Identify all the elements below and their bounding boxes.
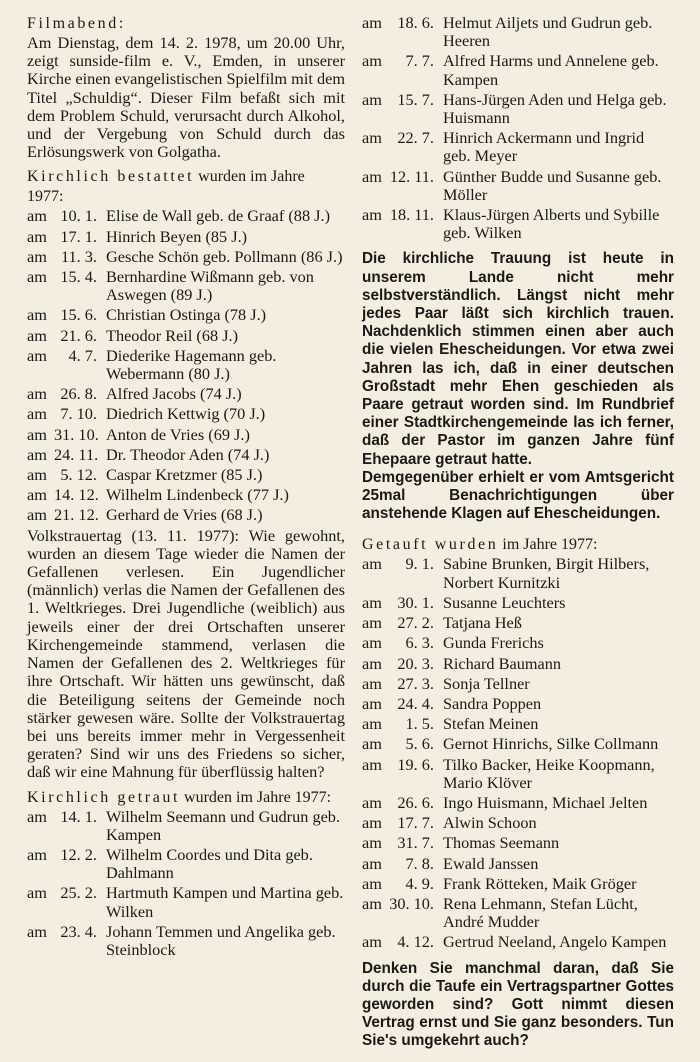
list-item: am 23. 4. Johann Temmen und Angelika geb. Steinblock <box>27 921 336 959</box>
amtsgericht-text: Demgegenüber erhielt er vom Amtsgericht 25mal Benachrichtigungen über anstehende Klagen auf Ehescheidungen. <box>362 468 674 523</box>
filmabend-heading: Filmabend: <box>27 15 126 32</box>
getraut-heading <box>27 788 345 808</box>
list-item: am 12. 11. Günther Budde und Susanne geb. Möller <box>362 166 662 204</box>
list-item: am 30. 10. Rena Lehmann, Stefan Lücht, André Mudder <box>362 893 638 932</box>
list-item: am 24. 11. Dr. Theodor Aden (74 J.) <box>27 444 270 464</box>
list-item: am 31. 7. Thomas Seemann <box>362 833 560 853</box>
list-item: am 4. 9. Frank Rötteken, Maik Gröger <box>362 873 637 893</box>
getraut-heading-rest: wurden im Jahre 1977: <box>180 788 332 806</box>
list-item: am 4. 7. Diederike Hagemann geb. Webermann (80 J.) <box>27 345 277 384</box>
list-item: am 6. 3. Gunda Frerichs <box>362 633 544 653</box>
trauung-text: Die kirchliche Trauung ist heute in unserem Lande nicht mehr selbstverständlich. Längst nicht mehr jedes Paar läßt sich kirchlich trauen. Nachdenklich stimmen einen aber auch die vielen Ehescheidungen. Vor etwa zwei Jahren las ich, daß in einer deutschen Großstadt mehr Ehen geschieden als Paare getraut worden sind. Im Rundbrief einer Stadtkirchengemeinde las ich ferner, daß der Pastor im ganzen Jahre fünf Ehepaare getraut hatte. <box>362 250 674 468</box>
volkstrauertag-text: Volkstrauertag (13. 11. 1977): Wie gewohnt, wurden an diesem Tage wieder die Namen der Gefallenen verlesen. Ein Jugendlicher (männlich) verlas die Namen der Gefallenen des 1. Weltkrieges. Drei Jugendliche (weiblich) aus jeweils einer der drei Ortschaften unserer Kirchengemeinde stammend, verlasen die Namen der Gefallenen des 2. Weltkrieges für ihre Ortschaft. Wir hätten uns gewünscht, daß die Beteiligung seitens der Gemeinde noch stärker gewesen wäre. Sollte der Volkstrauertag bei uns bereits immer mehr in Vergessenheit geraten? Sind wir uns des Friedens so sicher, daß wir eine Mahnung für überflüssig halten? <box>27 525 345 782</box>
getraut-list-continued <box>362 14 674 242</box>
list-item: am 9. 1. Sabine Brunken, Birgit Hilbers, Norbert Kurnitzki <box>362 554 650 592</box>
list-item: am 21. 6. Theodor Reil (68 J.) <box>27 325 239 345</box>
list-item: am 7. 8. Ewald Janssen <box>362 853 539 873</box>
list-item: am 14. 1. Wilhelm Seemann und Gudrun geb. Kampen <box>27 806 341 844</box>
getauft-heading <box>362 535 674 555</box>
list-item: am 11. 3. Gesche Schön geb. Pollmann (86 J.) <box>27 246 343 266</box>
list-item: am 15. 4. Bernhardine Wißmann geb. von Aswegen (89 J.) <box>27 267 314 305</box>
list-item: am 18. 6. Helmut Ailjets und Gudrun geb. Heeren <box>362 13 653 51</box>
list-item: am 5. 6. Gernot Hinrichs, Silke Collmann <box>362 734 659 754</box>
list-item: am 26. 8. Alfred Jacobs (74 J.) <box>27 384 242 404</box>
list-item: am 14. 12. Wilhelm Lindenbeck (77 J.) <box>27 485 289 505</box>
bestattet-list <box>27 207 345 524</box>
list-item: am 7. 10. Diedrich Kettwig (70 J.) <box>27 404 266 424</box>
list-item: am 12. 2. Wilhelm Coordes und Dita geb. Dahlmann <box>27 844 313 883</box>
list-item: am 22. 7. Hinrich Ackermann und Ingrid geb. Meyer <box>362 128 645 166</box>
list-item: am 21. 12. Gerhard de Vries (68 J.) <box>27 505 263 525</box>
list-item: am 20. 3. Richard Baumann <box>362 653 562 673</box>
getauft-heading-spaced: Getauft wurden <box>362 536 499 554</box>
filmabend-text: Am Dienstag, dem 14. 2. 1978, um 20.00 Uhr, zeigt sunside-film e. V., Emden, in unserer Kirche einen evangelistischen Spielfilm mit dem Titel „Schuldig“. Dieser Film befaßt sich mit dem Problem Schuld, verursacht durch Alkohol, und der Vergebung von Schuld durch das Erlösungswerk von Golgatha. <box>27 33 345 162</box>
list-item: am 7. 7. Alfred Harms und Annelene geb. Kampen <box>362 51 659 89</box>
list-item: am 27. 3. Sonja Tellner <box>362 673 530 693</box>
getraut-heading-spaced: Kirchlich getraut <box>27 788 181 806</box>
right-column <box>362 14 674 1051</box>
list-item: am 5. 12. Caspar Kretzmer (85 J.) <box>27 465 263 485</box>
list-item: am 26. 6. Ingo Huismann, Michael Jelten <box>362 792 648 812</box>
list-item: am 1. 5. Stefan Meinen <box>362 714 539 734</box>
bestattet-heading-rest: wurden im Jahre 1977: <box>27 168 305 206</box>
getauft-heading-rest: im Jahre 1977: <box>498 536 598 554</box>
left-column <box>27 14 345 961</box>
getauft-list <box>362 555 674 951</box>
list-item: am 4. 12. Gertrud Neeland, Angelo Kampen <box>362 932 667 952</box>
getraut-list <box>27 808 345 960</box>
list-item: am 19. 6. Tilko Backer, Heike Koopmann, Mario Klöver <box>362 754 655 792</box>
list-item: am 18. 11. Klaus-Jürgen Alberts und Sybille geb. Wilken <box>362 205 660 243</box>
taufe-text: Denken Sie manchmal daran, daß Sie durch die Taufe ein Vertragspartner Gottes geworden sind? Gott nimmt diesen Vertrag ernst und Sie ganz besonders. Tun Sie's umgekehrt auch? <box>362 959 674 1050</box>
bestattet-heading <box>27 167 345 207</box>
list-item: am 17. 7. Alwin Schoon <box>362 813 537 833</box>
list-item: am 10. 1. Elise de Wall geb. de Graaf (88 J.) <box>27 206 330 226</box>
bestattet-heading-spaced: Kirchlich bestattet <box>27 168 195 186</box>
list-item: am 27. 2. Tatjana Heß <box>362 613 522 633</box>
list-item: am 15. 6. Christian Ostinga (78 J.) <box>27 305 267 325</box>
list-item: am 25. 2. Hartmuth Kampen und Martina geb. Wilken <box>27 883 344 921</box>
list-item: am 17. 1. Hinrich Beyen (85 J.) <box>27 226 248 246</box>
list-item: am 30. 1. Susanne Leuchters <box>362 592 566 612</box>
list-item: am 24. 4. Sandra Poppen <box>362 693 542 713</box>
list-item: am 15. 7. Hans-Jürgen Aden und Helga geb. Huismann <box>362 89 667 128</box>
list-item: am 31. 10. Anton de Vries (69 J.) <box>27 424 250 444</box>
